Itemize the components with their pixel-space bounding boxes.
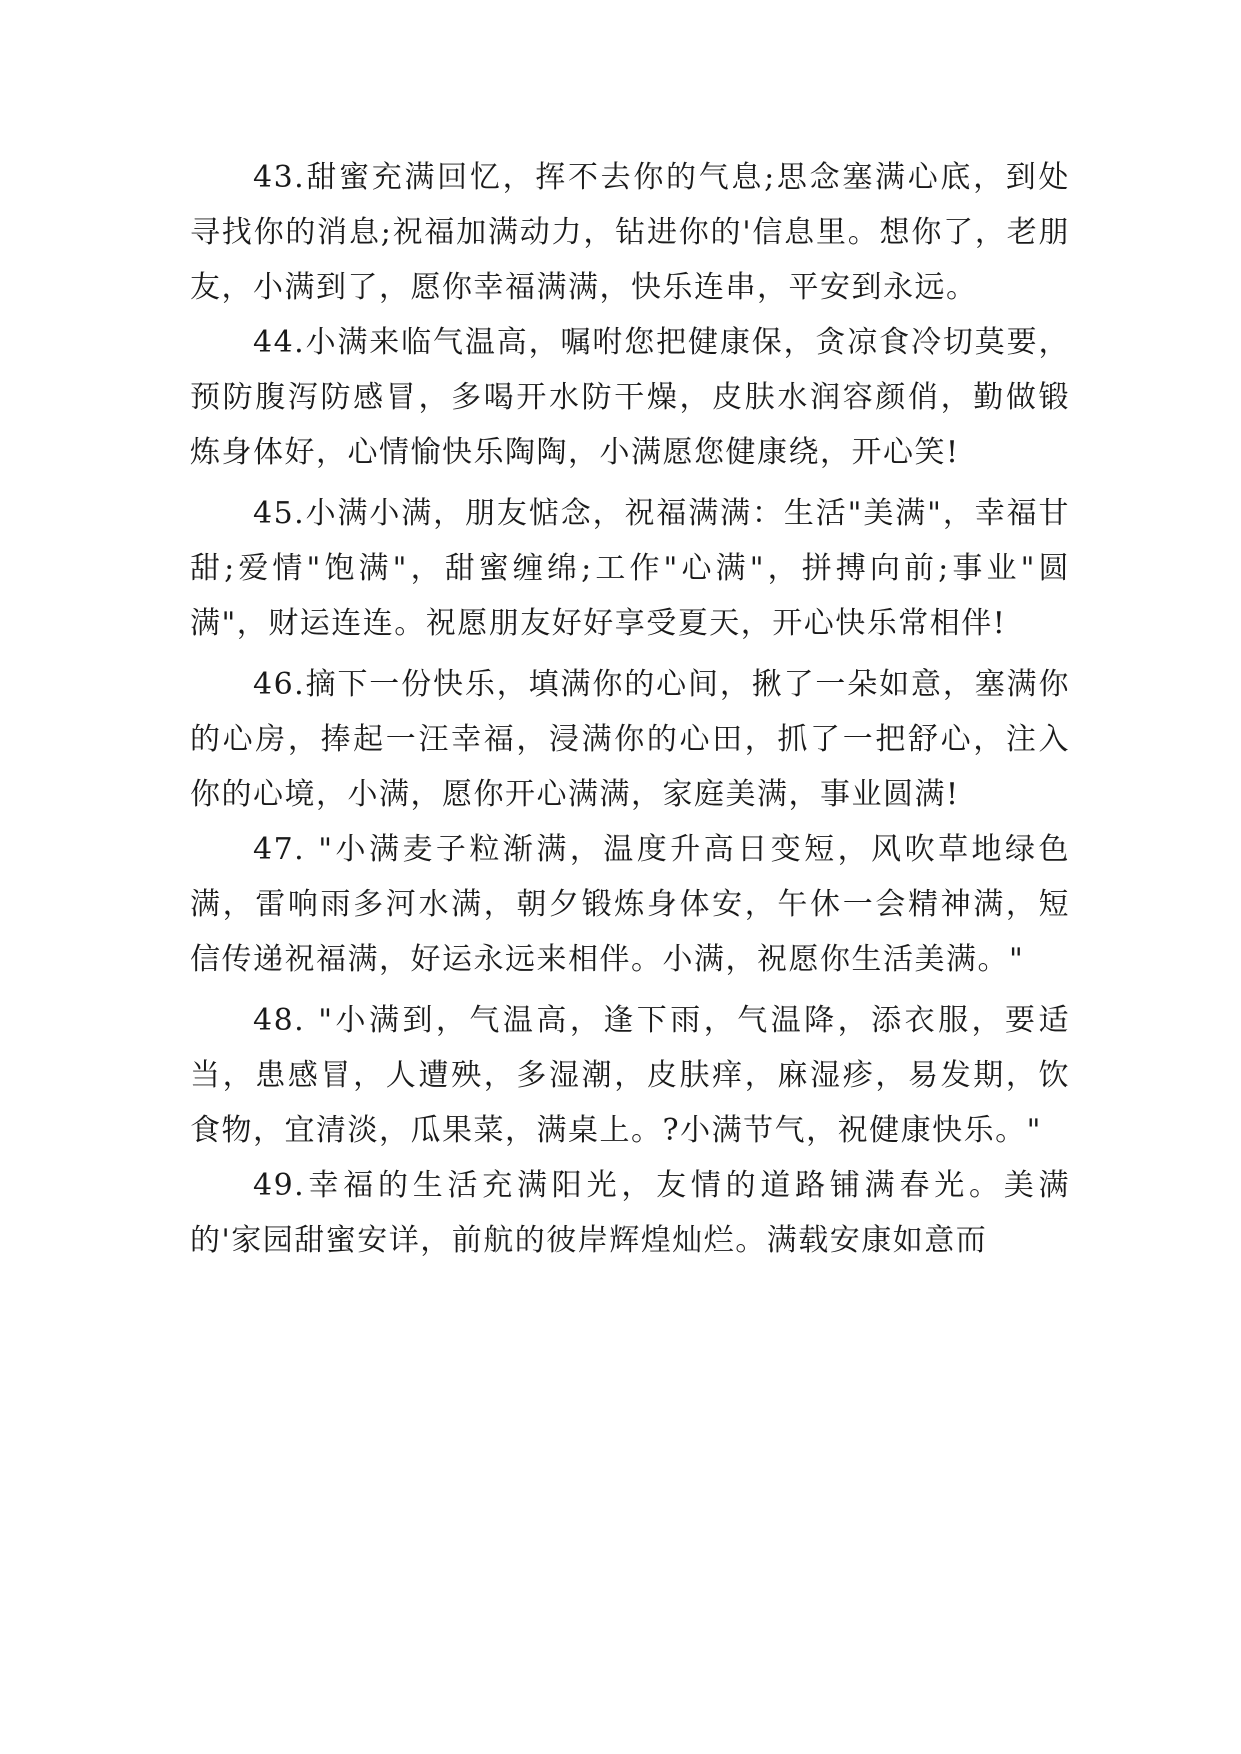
paragraph-48: 48. "小满到，气温高，逢下雨，气温降，添衣服，要适当，患感冒，人遭殃，多湿潮，皮肤痒，麻湿疹，易发期，饮食物，宜清淡，瓜果菜，满桌上。?小满节气，祝健康快乐。" <box>190 1003 1070 1148</box>
paragraph-43: 43.甜蜜充满回忆，挥不去你的气息;思念塞满心底，到处寻找你的消息;祝福加满动力，钻进你的'信息里。想你了，老朋友，小满到了，愿你幸福满满，快乐连串，平安到永远。 <box>190 160 1070 305</box>
document-page <box>190 150 1070 1268</box>
paragraph-49: 49.幸福的生活充满阳光，友情的道路铺满春光。美满的'家园甜蜜安详，前航的彼岸辉煌灿烂。满载安康如意而 <box>190 1168 1070 1258</box>
paragraph-46: 46.摘下一份快乐，填满你的心间，揪了一朵如意，塞满你的心房，捧起一汪幸福，浸满你的心田，抓了一把舒心，注入你的心境，小满，愿你开心满满，家庭美满，事业圆满! <box>190 667 1070 812</box>
paragraph-45: 45.小满小满，朋友惦念，祝福满满：生活"美满"，幸福甘甜;爱情"饱满"，甜蜜缠绵;工作"心满"，拼搏向前;事业"圆满"，财运连连。祝愿朋友好好享受夏天，开心快乐常相伴! <box>190 496 1070 641</box>
paragraph-47: 47. "小满麦子粒渐满，温度升高日变短，风吹草地绿色满，雷响雨多河水满，朝夕锻炼身体安，午休一会精神满，短信传递祝福满，好运永远来相伴。小满，祝愿你生活美满。" <box>190 832 1070 977</box>
paragraph-44: 44.小满来临气温高，嘱咐您把健康保，贪凉食冷切莫要，预防腹泻防感冒，多喝开水防干燥，皮肤水润容颜俏，勤做锻炼身体好，心情愉快乐陶陶，小满愿您健康绕，开心笑! <box>190 325 1070 470</box>
